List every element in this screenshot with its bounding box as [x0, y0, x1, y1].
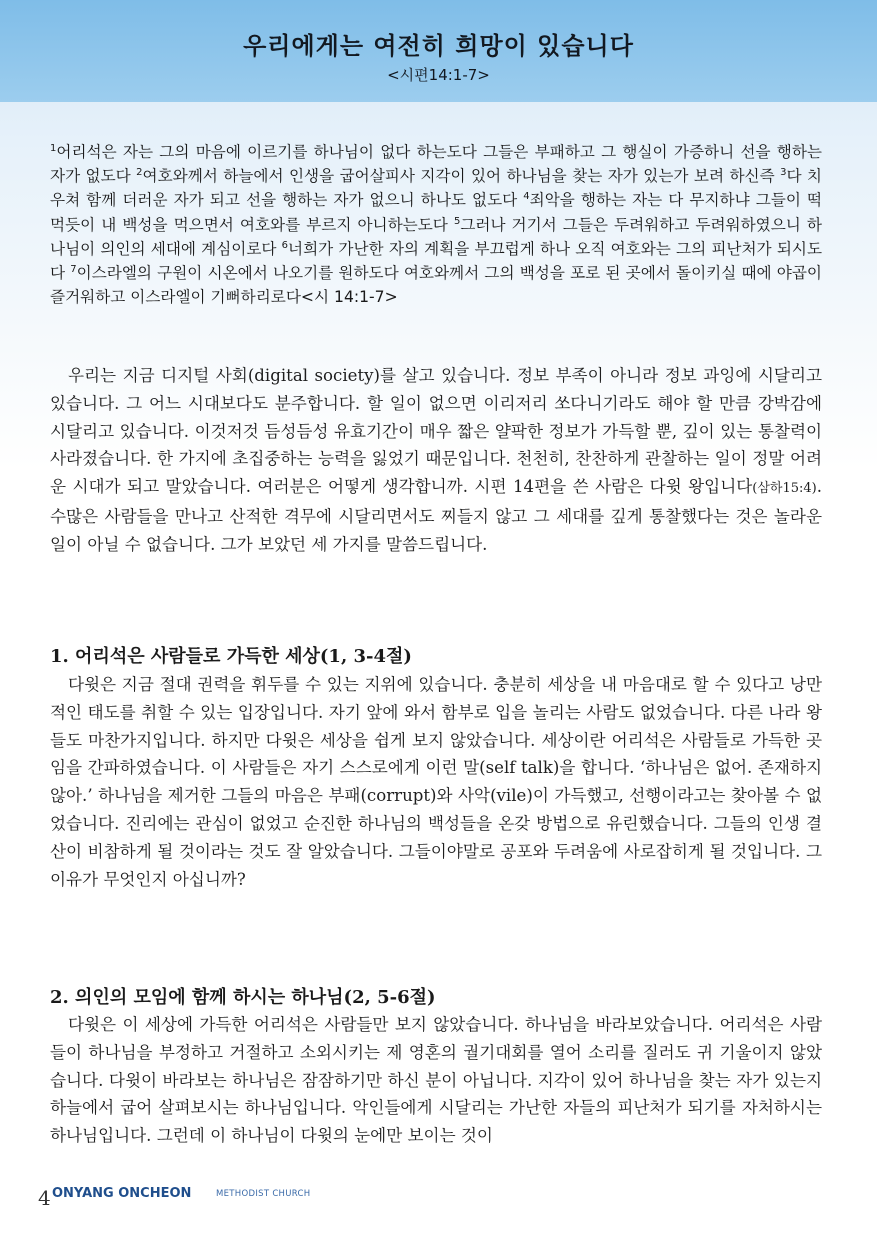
- verse-7: 이스라엘의 구원이 시온에서 나오기를 원하도다 여호와께서 그의 백성을 포로 된 곳에서 돌이키실 때에 야곱이 즐거워하고 이스라엘이 기뻐하리로다<시 14:1-7>: [50, 264, 822, 307]
- verse-number-4: 4: [523, 191, 530, 203]
- verse-number-6: 6: [281, 239, 289, 251]
- verse-number-7: 7: [70, 263, 77, 275]
- verse-2: 여호와께서 하늘에서 인생을 굽어살피사 지각이 있어 하나님을 찾는 자가 있는가 보려 하신즉: [142, 167, 781, 186]
- section-1-body: 다윗은 지금 절대 권력을 휘두를 수 있는 지위에 있습니다. 충분히 세상을 내 마음대로 할 수 있다고 낭만적인 태도를 취할 수 있는 입장입니다. 자기 앞에 와서 함부로 입을 놀리는 사람도 없었습니다. 다른 나라 왕들도 마찬가지입니다. 하지만 다윗은 세상을 쉽게 보지 않았습니다. 세상이란 어리석은 사람들로 가득한 곳임을 간파하였습니다. 이 사람들은 자기 스스로에게 이런 말(self talk)을 합니다. ‘하나님은 없어. 존재하지 않아.’ 하나님을 제거한 그들의 마음은 부패(corrupt)와 사악(vile)이 가득했고, 선행이라고는 찾아볼 수 없었습니다. 진리에는 관심이 없었고 순진한 하나님의 백성들을 온갖 방법으로 유린했습니다. 그들의 인생 결산이 비참하게 될 것이라는 것도 잘 알았습니다. 그들이야말로 공포와 두려움에 사로잡히게 될 것입니다. 그 이유가 무엇인지 아십니까?: [50, 675, 822, 889]
- verse-number-5: 5: [453, 215, 461, 227]
- page-title: 우리에게는 여전히 희망이 있습니다: [243, 32, 634, 60]
- intro-text-2: . 수많은 사람들을 만나고 산적한 격무에 시달리면서도 찌들지 않고 그 세대를 깊게 통찰했다는 것은 놀라운 일이 아닐 수 없습니다. 그가 보았던 세 가지를 말씀드립니다.: [50, 477, 822, 554]
- church-logo-subtext: METHODIST CHURCH: [216, 1189, 311, 1199]
- intro-text-1: 우리는 지금 디지털 사회(digital society)를 살고 있습니다. 정보 부족이 아니라 정보 과잉에 시달리고 있습니다. 그 어느 시대보다도 분주합니다. 할 일이 없으면 이리저리 쏘다니기라도 해야 할 만큼 강박감에 시달리고 있습니다. 이것저것 듬성듬성 유효기간이 매우 짧은 얄팍한 정보가 가득할 뿐, 깊이 있는 통찰력이 사라졌습니다. 한 가지에 초집중하는 능력을 잃었기 때문입니다. 천천히, 찬찬하게 관찰하는 일이 정말 어려운 시대가 되고 말았습니다. 여러분은 어떻게 생각합니까. 시편 14편을 쓴 사람은 다윗 왕입니다: [50, 366, 822, 497]
- scripture-passage: [50, 140, 822, 309]
- page-number: 4: [38, 1186, 51, 1210]
- section-2-body: 다윗은 이 세상에 가득한 어리석은 사람들만 보지 않았습니다. 하나님을 바라보았습니다. 어리석은 사람들이 하나님을 부정하고 거절하고 소외시키는 제 영혼의 궐기대회를 열어 소리를 질러도 귀 기울이지 않았습니다. 다윗이 바라보는 하나님은 잠잠하기만 하신 분이 아닙니다. 지각이 있어 하나님을 찾는 자가 있는지 하늘에서 굽어 살펴보시는 하나님입니다. 악인들에게 시달리는 가난한 자들의 피난처가 되기를 자처하시는 하나님입니다. 그런데 이 하나님이 다윗의 눈에만 보이는 것이: [50, 1015, 822, 1146]
- verse-number-1: 1: [50, 142, 57, 154]
- verse-4: 죄악을 행하는 자는 다 무지하냐 그들이 떡 먹듯이 내 백성을 먹으면서 여호와를 부르지 아니하는도다: [50, 191, 822, 234]
- intro-reference: (삼하15:4): [752, 481, 817, 497]
- section-2-heading: 2. 의인의 모임에 함께 하시는 하나님(2, 5-6절): [50, 987, 436, 1008]
- verse-5: 그러나 거기서 그들은 두려워하고 두려워하였으니 하나님이 의인의 세대에 계심이로다: [50, 215, 822, 258]
- verse-3: 다 치우쳐 함께 더러운 자가 되고 선을 행하는 자가 없으니 하나도 없도다: [50, 167, 822, 210]
- section-1-heading: 1. 어리석은 사람들로 가득한 세상(1, 3-4절): [50, 646, 412, 667]
- verse-6: 너희가 가난한 자의 계획을 부끄럽게 하나 오직 여호와는 그의 피난처가 되시도다: [50, 239, 823, 283]
- intro-paragraph: [50, 362, 822, 559]
- verse-number-2: 2: [136, 167, 143, 179]
- verse-1: 어리석은 자는 그의 마음에 이르기를 하나님이 없다 하는도다 그들은 부패하고 그 행실이 가증하니 선을 행하는 자가 없도다: [50, 143, 822, 186]
- title-banner: [0, 0, 877, 102]
- scripture-reference: <시편14:1-7>: [387, 66, 490, 84]
- verse-number-3: 3: [780, 167, 787, 179]
- church-logo-text: ONYANG ONCHEON: [52, 1186, 192, 1201]
